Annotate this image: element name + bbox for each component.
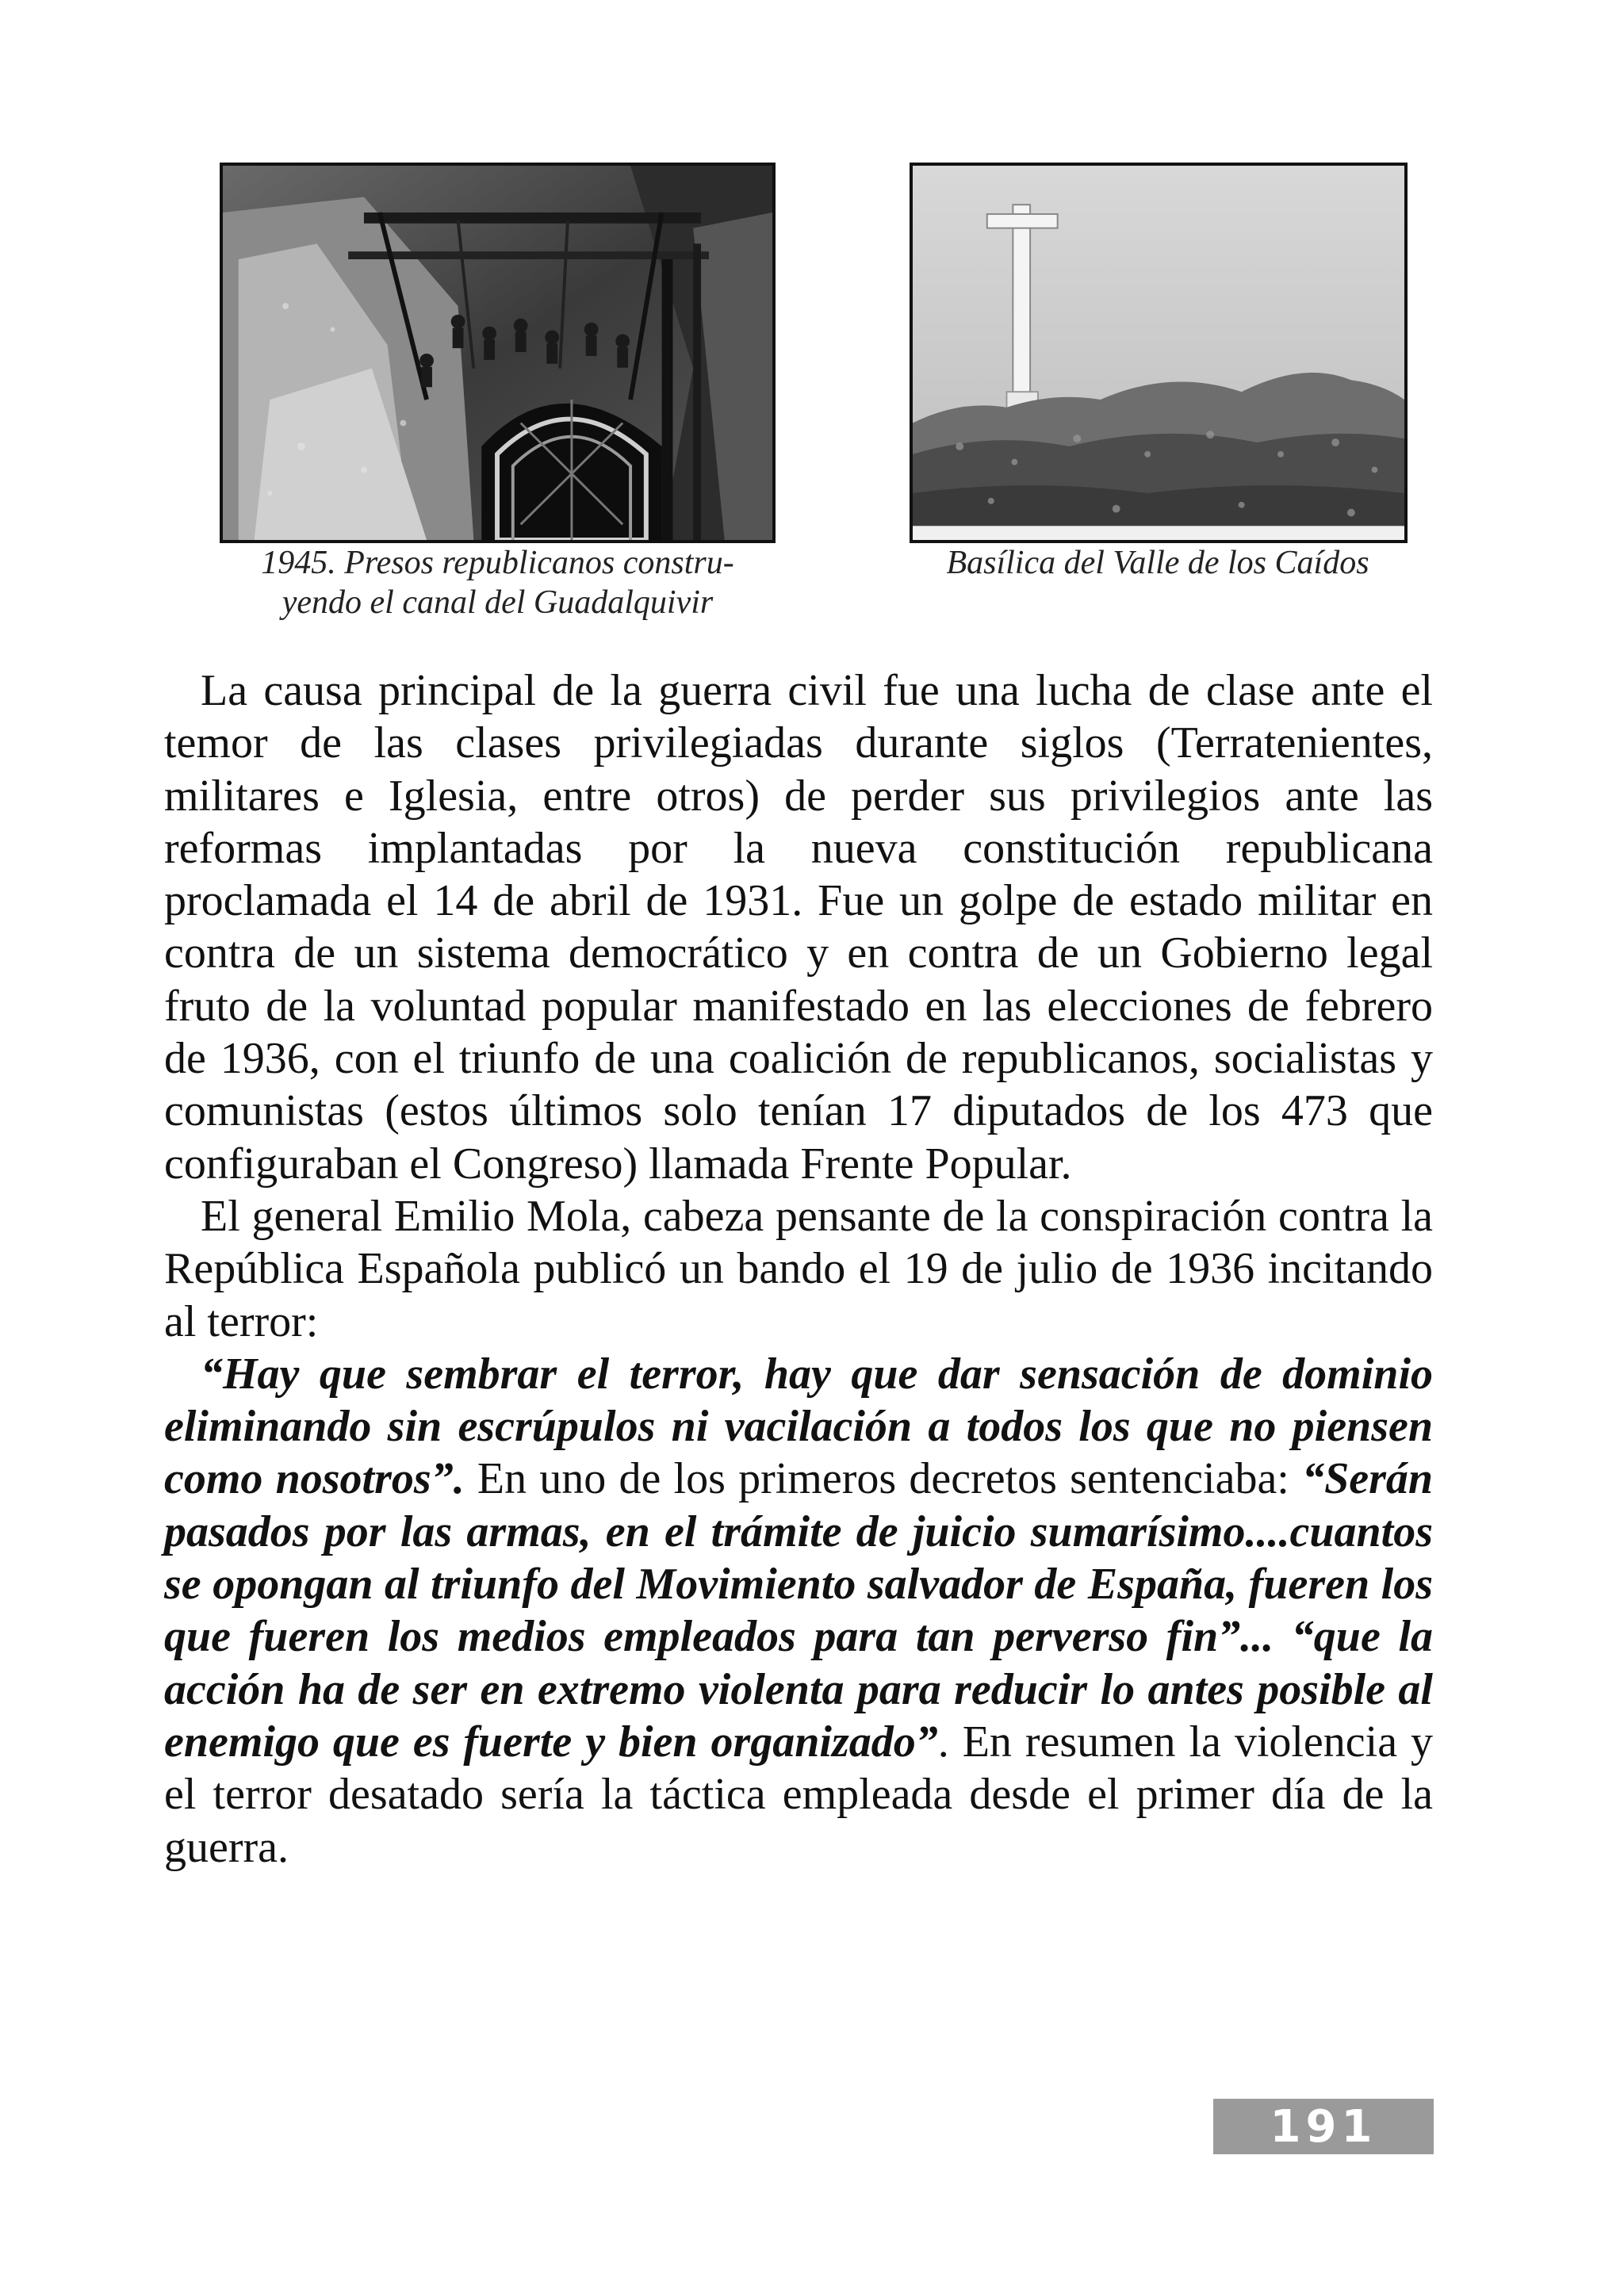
paragraph-mola: El general Emilio Mola, cabeza pensante de la conspiración contra la República Española publicó un bando el 19 de julio de 1936 incitando al terror: xyxy=(164,1191,1433,1346)
quote-sembrar-terror: “Hay que sembrar el terror, hay que dar sensación de dominio eliminando sin escrúpulos ni vacilación a todos los que no piensen como nosotros”. xyxy=(164,1349,1433,1504)
photo-valle-caidos xyxy=(910,163,1408,543)
caption-left-line-2: yendo el canal del Guadalquivir xyxy=(282,584,714,621)
page-number-box xyxy=(1213,2099,1434,2154)
valle-caidos-image xyxy=(913,166,1404,540)
page-number: 191 xyxy=(1270,2100,1377,2153)
text-resumen: . En resumen la violencia y el terror desatado sería la táctica empleada desde el primer día de la guerra. xyxy=(164,1717,1433,1872)
canal-construction-image xyxy=(223,166,772,540)
photo-canal-construction xyxy=(220,163,776,543)
caption-valle-caidos: Basílica del Valle de los Caídos xyxy=(946,545,1369,581)
paragraph-causes: La causa principal de la guerra civil fue una lucha de clase ante el temor de las clases privilegiadas durante siglos (Terratenientes, militares e Iglesia, entre otros) de perder sus privilegios ante las reformas implantadas por la nueva constitución republicana proclamada el 14 de abril de 1931. Fue un golpe de estado militar en contra de un sistema democrático y en contra de un Gobierno legal fruto de la voluntad popular manifestado en las elecciones de febrero de 1936, con el triunfo de una coalición de republicanos, socialistas y comunistas (estos últimos solo tenían 17 diputados de los 473 que configuraban el Congreso) llamada Frente Popular. xyxy=(164,666,1433,1189)
text-decretos: En uno de los primeros decretos sentenciaba: xyxy=(464,1454,1303,1504)
paragraph-quotes xyxy=(164,1348,1433,1874)
caption-left-line-1: 1945. Presos republicanos constru- xyxy=(261,545,734,581)
quote-pasados-armas: “Serán pasados por las armas, en el trámite de juicio sumarísimo....cuantos se opongan al triunfo del Movimiento salvador de España, fueren los que fueren los medios empleados para tan perverso fin”... “que la acción ha de ser en extremo violenta para reducir lo antes posible al enemigo que es fuerte y bien organizado” xyxy=(164,1454,1433,1767)
caption-canal-construction xyxy=(182,543,813,622)
body-text xyxy=(164,664,1433,1874)
